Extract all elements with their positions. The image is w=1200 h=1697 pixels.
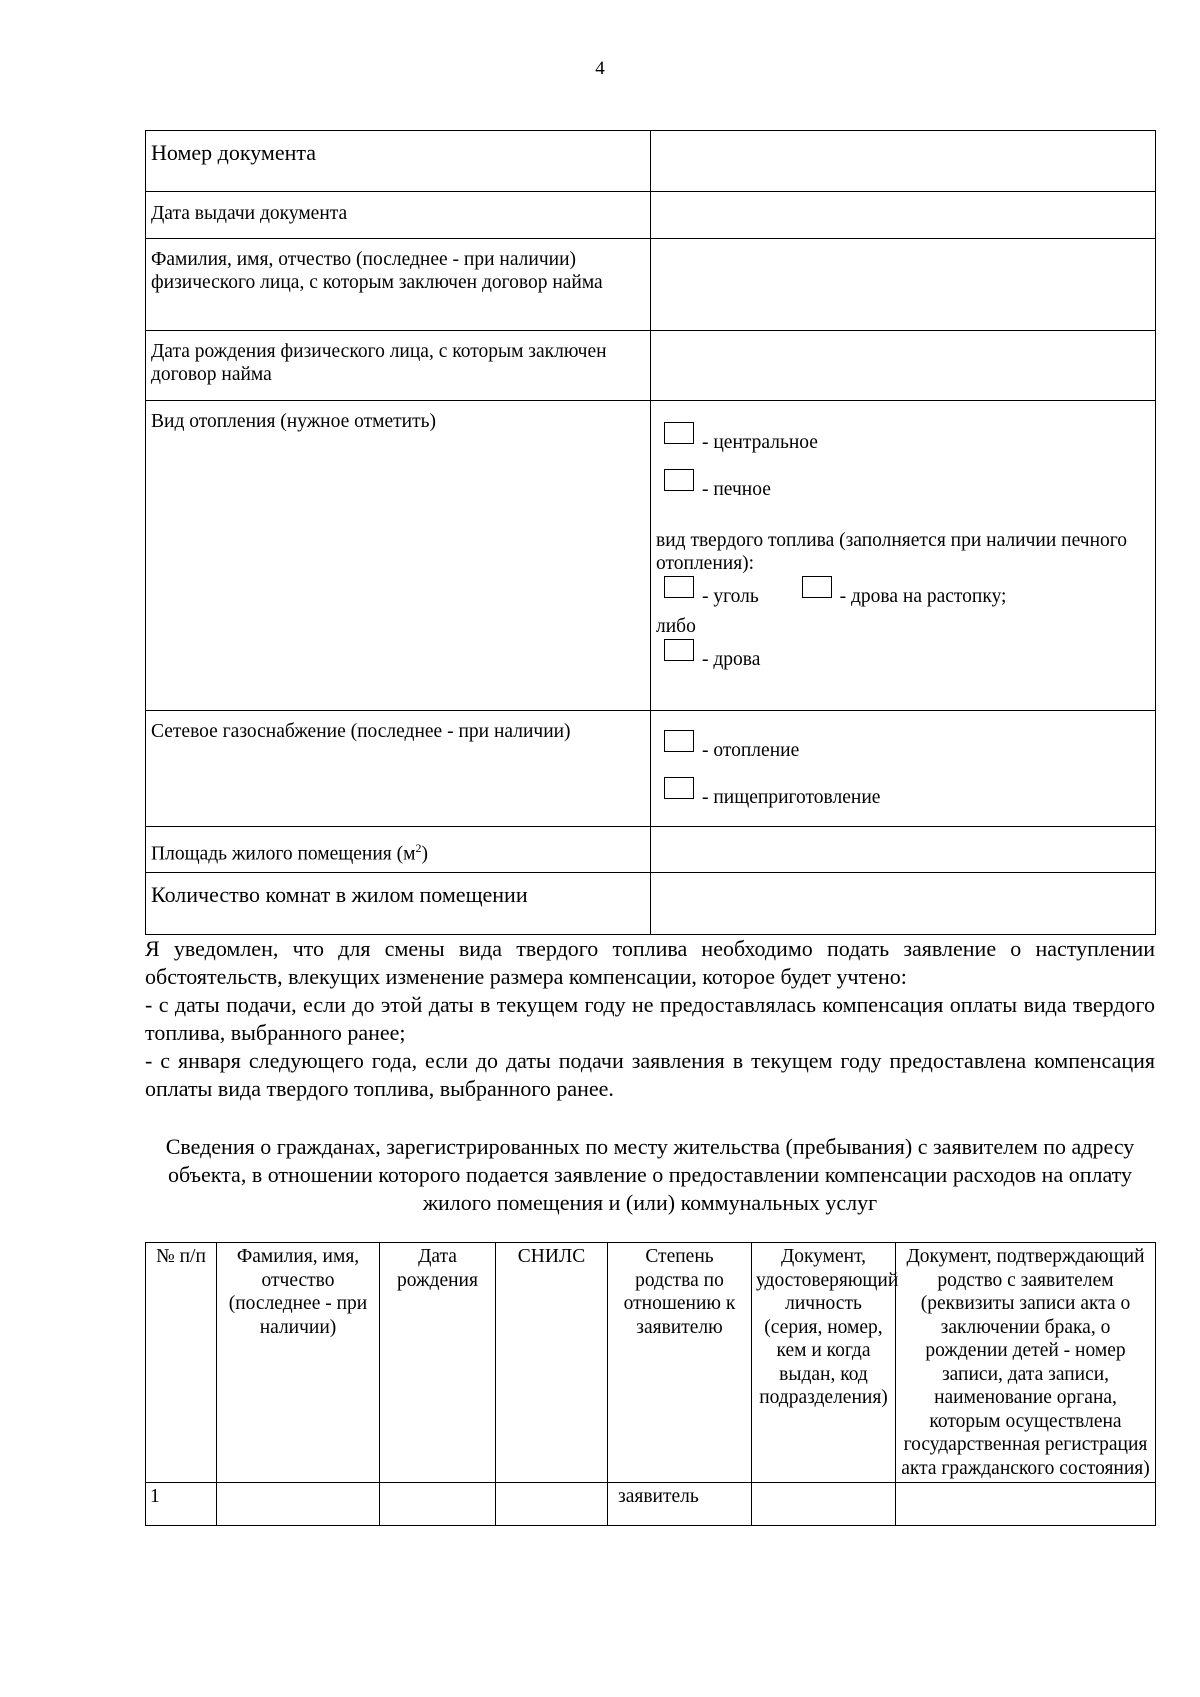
- doc-number-field[interactable]: [651, 131, 1156, 192]
- table-row: [146, 1483, 1156, 1526]
- notice-paragraph: - с даты подачи, если до этой даты в текущем году не предоставлялась компенсация оплаты вида твердого топлива, выбранного ранее;: [145, 992, 1155, 1045]
- notice-paragraph: - с января следующего года, если до даты подачи заявления в текущем году предоставлена компенсация оплаты вида твердого топлива, выбранного ранее.: [145, 1048, 1155, 1101]
- col-header-birthdate: Дата рождения: [380, 1243, 496, 1483]
- gas-heating-label: - отопление: [702, 740, 800, 761]
- heating-stove-checkbox[interactable]: [664, 469, 694, 491]
- rooms-label: Количество комнат в жилом помещении: [146, 873, 651, 935]
- section-heading: Сведения о гражданах, зарегистрированных по месту жительства (пребывания) с заявителем по адресу объекта, в отношении которого подается заявление о предоставлении компенсации расходов на оплату жилого помещения и (или) коммунальных услуг: [165, 1134, 1135, 1215]
- table-cell[interactable]: [217, 1483, 380, 1526]
- heating-label: Вид отопления (нужное отметить): [146, 401, 651, 711]
- table-cell[interactable]: [752, 1483, 896, 1526]
- col-header-kinship-document: Документ, подтверждающий родство с заявителем (реквизиты записи акта о заключении брака, о рождении детей - номер записи, дата записи, наименование органа, которым осуществлена государственная регистрация акта гражданского состояния): [896, 1243, 1156, 1483]
- gas-cooking-label: - пищеприготовление: [702, 787, 881, 808]
- doc-number-label: Номер документа: [146, 131, 651, 192]
- tenant-birth-label: Дата рождения физического лица, с которым заключен договор найма: [146, 331, 651, 401]
- table-cell[interactable]: [896, 1483, 1156, 1526]
- gas-cooking-option[interactable]: [656, 776, 1150, 823]
- notice-text: [145, 935, 1155, 1103]
- col-header-kinship: Степень родства по отношению к заявителю: [608, 1243, 752, 1483]
- gas-cooking-checkbox[interactable]: [664, 777, 694, 799]
- fuel-kindling-checkbox[interactable]: [802, 576, 832, 598]
- rooms-field[interactable]: [651, 873, 1156, 935]
- tenant-birth-field[interactable]: [651, 331, 1156, 401]
- tenant-name-label: Фамилия, имя, отчество (последнее - при наличии) физического лица, с которым заключен договор найма: [146, 239, 651, 331]
- fuel-kindling-label: - дрова на растопку;: [839, 586, 1007, 607]
- property-info-table: [145, 130, 1156, 935]
- gas-heating-option[interactable]: [656, 729, 1150, 776]
- solid-fuel-note: вид твердого топлива (заполняется при наличии печного отопления):: [656, 530, 1128, 574]
- heating-stove-label: - печное: [702, 479, 771, 500]
- fuel-wood-option[interactable]: [656, 638, 1150, 678]
- fuel-row-1: [656, 575, 1150, 617]
- area-label: Площадь жилого помещения $(м^2)$: [146, 827, 651, 873]
- table-cell: 1: [146, 1483, 217, 1526]
- col-header-number: № п/п: [146, 1243, 217, 1483]
- col-header-snils: СНИЛС: [496, 1243, 608, 1483]
- fuel-wood-label: - дрова: [702, 649, 761, 670]
- heating-stove-option[interactable]: [656, 468, 1150, 515]
- fuel-coal-checkbox[interactable]: [664, 576, 694, 598]
- area-field[interactable]: [651, 827, 1156, 873]
- heating-central-option[interactable]: [656, 421, 1150, 468]
- page-number: 4: [595, 58, 605, 79]
- table-cell[interactable]: [496, 1483, 608, 1526]
- heating-central-label: - центральное: [702, 432, 818, 453]
- fuel-wood-checkbox[interactable]: [664, 639, 694, 661]
- tenant-name-field[interactable]: [651, 239, 1156, 331]
- gas-label: Сетевое газоснабжение (последнее - при наличии): [146, 711, 651, 827]
- table-cell[interactable]: [380, 1483, 496, 1526]
- col-header-name: Фамилия, имя, отчество (последнее - при наличии): [217, 1243, 380, 1483]
- gas-heating-checkbox[interactable]: [664, 730, 694, 752]
- heating-central-checkbox[interactable]: [664, 422, 694, 444]
- gas-options: [651, 711, 1156, 827]
- table-cell: заявитель: [608, 1483, 752, 1526]
- col-header-id-document: Документ, удостоверяющий личность (серия, номер, кем и когда выдан, код подразделения): [752, 1243, 896, 1483]
- notice-paragraph: Я уведомлен, что для смены вида твердого топлива необходимо подать заявление о наступлении обстоятельств, влекущих изменение размера компенсации, которое будет учтено:: [145, 936, 1155, 989]
- doc-issue-date-label: Дата выдачи документа: [146, 192, 651, 239]
- fuel-coal-label: - уголь: [702, 586, 759, 607]
- doc-issue-date-field[interactable]: [651, 192, 1156, 239]
- heating-options: [651, 401, 1156, 711]
- or-label: либо: [656, 616, 696, 637]
- citizens-table: [145, 1242, 1156, 1526]
